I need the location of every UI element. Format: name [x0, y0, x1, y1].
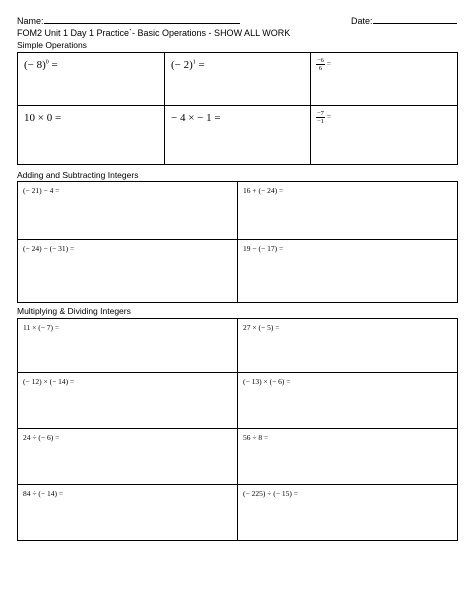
problem-fraction-2: $\frac{-7}{-1}$ =	[317, 110, 332, 125]
problem-add-2: 16 + (− 24) =	[243, 186, 284, 195]
problem-cell[interactable]	[238, 485, 458, 541]
date-label: Date:	[351, 16, 373, 26]
problem-cell[interactable]	[238, 182, 458, 240]
multiplying-dividing-table	[17, 318, 458, 541]
fraction: $\frac{-7}{-1}$	[317, 110, 324, 125]
problem-exponent-1: (− 8)$^0$ =	[24, 59, 58, 71]
problem-cell[interactable]	[18, 53, 165, 106]
adding-subtracting-table	[17, 181, 458, 303]
problem-div-4: (− 225) ÷ (− 15) =	[243, 489, 298, 498]
problem-exponent-2: (− 2)$^1$ =	[171, 59, 205, 71]
problem-mult-3: (− 12) × (− 14) =	[23, 377, 75, 386]
problem-cell[interactable]	[238, 319, 458, 373]
problem-cell[interactable]	[311, 106, 458, 165]
problem-add-1: (− 21) − 4 =	[23, 186, 60, 195]
fraction: $\frac{-6}{6}$	[317, 57, 324, 72]
problem-multiply-negatives: − 4 × − 1 =	[171, 112, 221, 124]
problem-cell[interactable]	[18, 182, 238, 240]
problem-cell[interactable]	[18, 485, 238, 541]
problem-cell[interactable]	[238, 240, 458, 303]
problem-div-2: 56 ÷ 8 =	[243, 433, 269, 442]
problem-multiply-zero: 10 × 0 =	[24, 112, 62, 124]
problem-cell[interactable]	[18, 373, 238, 429]
date-line	[351, 15, 457, 26]
problem-div-3: 84 ÷ (− 14) =	[23, 489, 64, 498]
problem-cell[interactable]	[18, 429, 238, 485]
problem-div-1: 24 ÷ (− 6) =	[23, 433, 60, 442]
name-label: Name:	[17, 16, 44, 26]
problem-mult-2: 27 × (− 5) =	[243, 323, 280, 332]
problem-cell[interactable]	[18, 106, 165, 165]
section-label-adding: Adding and Subtracting Integers	[17, 170, 139, 180]
name-line	[17, 15, 240, 26]
problem-cell[interactable]	[18, 240, 238, 303]
problem-cell[interactable]	[165, 106, 311, 165]
problem-cell[interactable]	[311, 53, 458, 106]
problem-mult-1: 11 × (− 7) =	[23, 323, 60, 332]
problem-add-4: 19 − (− 17) =	[243, 244, 284, 253]
problem-mult-4: (− 13) × (− 6) =	[243, 377, 291, 386]
simple-operations-table	[17, 52, 458, 165]
name-blank[interactable]	[44, 15, 240, 24]
problem-cell[interactable]	[238, 429, 458, 485]
date-blank[interactable]	[373, 15, 457, 24]
problem-cell[interactable]	[238, 373, 458, 429]
section-label-simple: Simple Operations	[17, 40, 87, 50]
worksheet-title: FOM2 Unit 1 Day 1 Practice`- Basic Operations - SHOW ALL WORK	[17, 28, 291, 38]
section-label-multiplying: Multiplying & Dividing Integers	[17, 306, 131, 316]
problem-add-3: (− 24) − (− 31) =	[23, 244, 75, 253]
problem-fraction-1: $\frac{-6}{6}$ =	[317, 57, 332, 72]
problem-cell[interactable]	[18, 319, 238, 373]
problem-cell[interactable]	[165, 53, 311, 106]
